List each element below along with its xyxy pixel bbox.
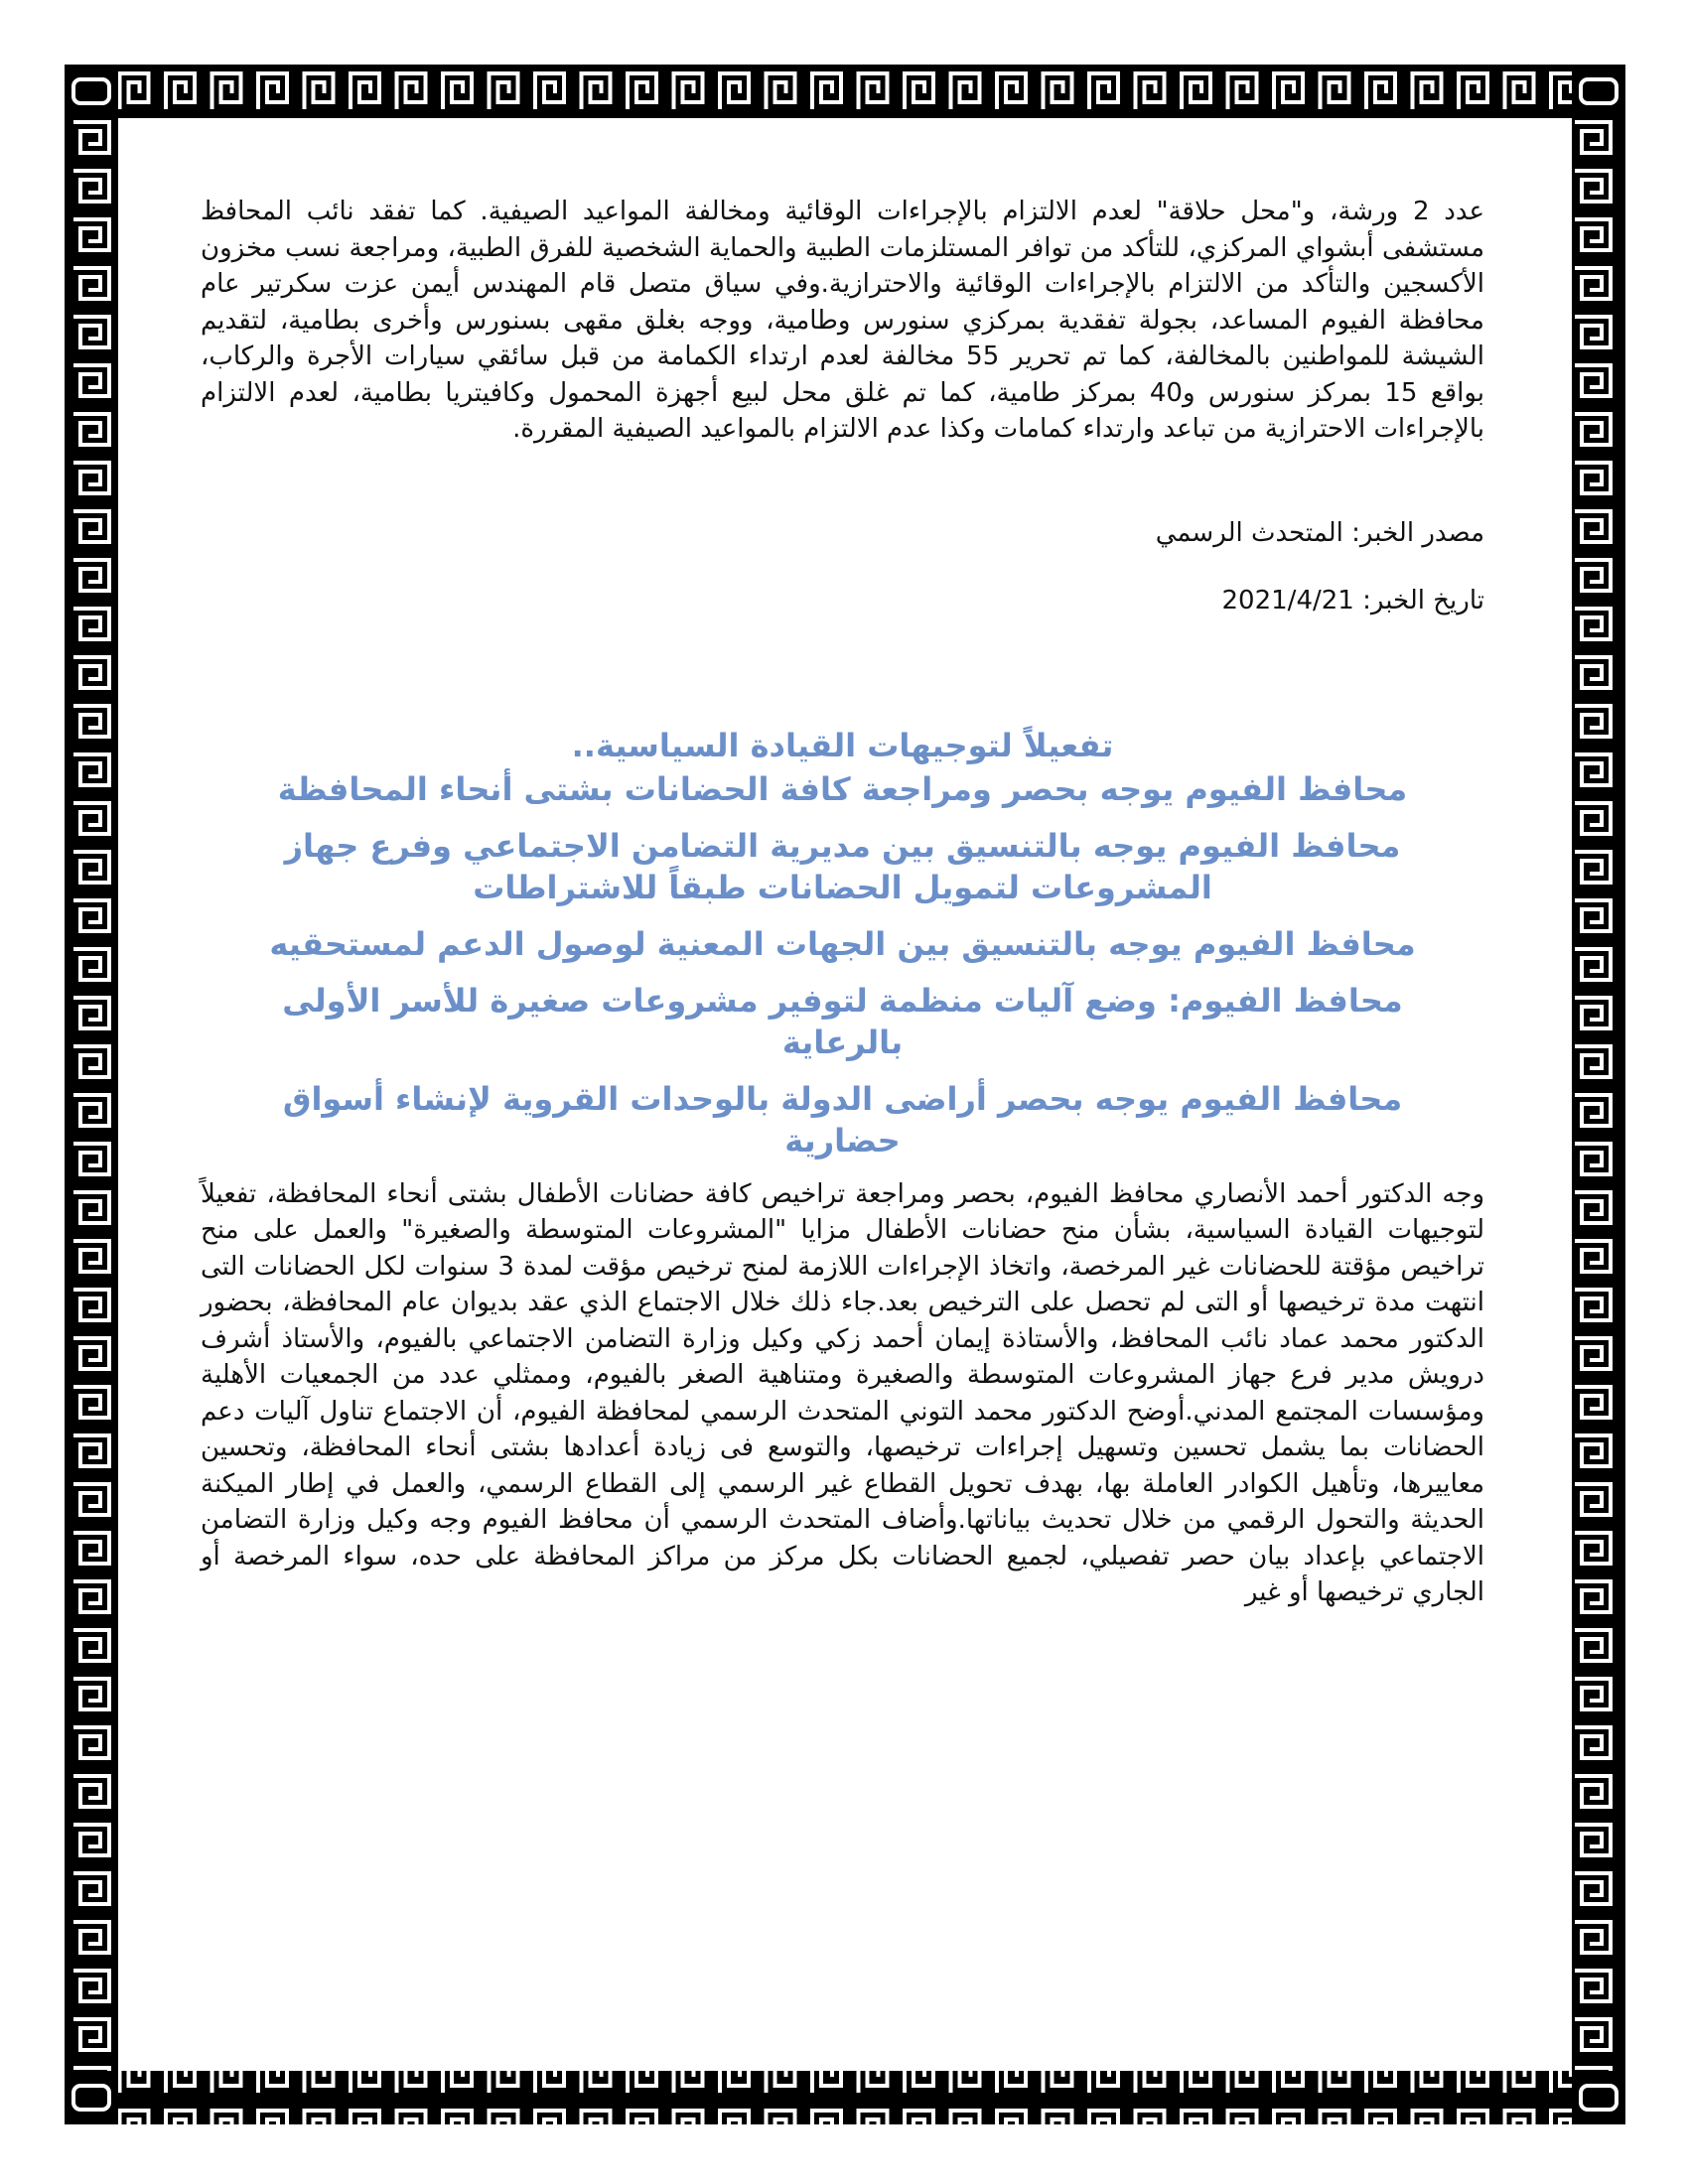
headline: محافظ الفيوم يوجه بحصر ومراجعة كافة الحضانات بشتى أنحاء المحافظة bbox=[277, 769, 1408, 808]
document-body bbox=[201, 194, 1484, 2065]
headline: محافظ الفيوم يوجه بحصر أراضى الدولة بالوحدات القروية لإنشاء أسواق حضارية bbox=[282, 1079, 1403, 1160]
article-paragraph: وجه الدكتور أحمد الأنصاري محافظ الفيوم، بحصر ومراجعة تراخيص كافة حضانات الأطفال بشتى أنحاء المحافظة، تفعيلاً لتوجيهات القيادة السياسية، بشأن منح حضانات الأطفال مزايا "المشروعات المتوسطة والصغيرة" والعمل على منح تراخيص مؤقتة للحضانات غير المرخصة، واتخاذ الإجراءات اللازمة لمنح ترخيص مؤقت لمدة 3 سنوات لكل الحضانات التى انتهت مدة ترخيصها أو التى لم تحصل على الترخيص بعد.جاء ذلك خلال الاجتماع الذي عقد بديوان عام المحافظة، بحضور الدكتور محمد عماد نائب المحافظ، والأستاذة إيمان أحمد زكي وكيل وزارة التضامن الاجتماعي بالفيوم، والأستاذ أشرف درويش مدير فرع جهاز المشروعات المتوسطة والصغيرة ومتناهية الصغر بالفيوم، وممثلي عدد من الجمعيات الأهلية ومؤسسات المجتمع المدني.أوضح الدكتور محمد التوني المتحدث الرسمي لمحافظة الفيوم، أن الاجتماع تناول آليات دعم الحضانات بما يشمل تحسين وتسهيل إجراءات ترخيصها، والتوسع فى زيادة أعدادها بشتى أنحاء المحافظة، وتحسين معاييرها، وتأهيل الكوادر العاملة بها، بهدف تحويل القطاع غير الرسمي إلى القطاع الرسمي، والعمل في إطار الميكنة الحديثة والتحول الرقمي من خلال تحديث بياناتها.وأضاف المتحدث الرسمي أن محافظ الفيوم وجه وكيل وزارة التضامن الاجتماعي بإعداد بيان حصر تفصيلي، لجميع الحضانات بكل مركز من مراكز المحافظة على حده، سواء المرخصة أو الجاري ترخيصها أو غير bbox=[201, 1178, 1484, 1607]
headlines-block bbox=[201, 725, 1484, 1161]
news-date: تاريخ الخبر: 2021/4/21 bbox=[1221, 586, 1484, 615]
news-source: مصدر الخبر: المتحدث الرسمي bbox=[1155, 517, 1484, 548]
headline: محافظ الفيوم: وضع آليات منظمة لتوفير مشروعات صغيرة للأسر الأولى بالرعاية bbox=[282, 981, 1403, 1061]
headline: تفعيلاً لتوجيهات القيادة السياسية.. bbox=[571, 726, 1114, 764]
article-paragraph: عدد 2 ورشة، و"محل حلاقة" لعدم الالتزام بالإجراءات الوقائية ومخالفة المواعيد الصيفية. كما تفقد نائب المحافظ مستشفى أبشواي المركزي، للتأكد من توافر المستلزمات الطبية والحماية الشخصية للفرق الطبية، ومراجعة نسب مخزون الأكسجين والتأكد من الالتزام بالإجراءات الوقائية والاحترازية.وفي سياق متصل قام المهندس أيمن عزت سكرتير عام محافظة الفيوم المساعد، بجولة تفقدية بمركزي سنورس وطامية، ووجه بغلق مقهى بسنورس وأخرى بطامية، لتقديم الشيشة للمواطنين بالمخالفة، كما تم تحرير 55 مخالفة لعدم ارتداء الكمامة من قبل سائقي سيارات الأجرة والركاب، بواقع 15 بمركز سنورس و40 بمركز طامية، كما تم غلق محل لبيع أجهزة المحمول وكافيتريا بطامية، لعدم الالتزام بالإجراءات الاحترازية من تباعد وارتداء كمامات وكذا عدم الالتزام بالمواعيد الصيفية المقررة. bbox=[201, 197, 1485, 444]
headline: محافظ الفيوم يوجه بالتنسيق بين الجهات المعنية لوصول الدعم لمستحقيه bbox=[269, 924, 1416, 963]
headline: محافظ الفيوم يوجه بالتنسيق بين مديرية التضامن الاجتماعي وفرع جهاز المشروعات لتمويل الحضانات طبقاً للاشتراطات bbox=[284, 826, 1401, 906]
